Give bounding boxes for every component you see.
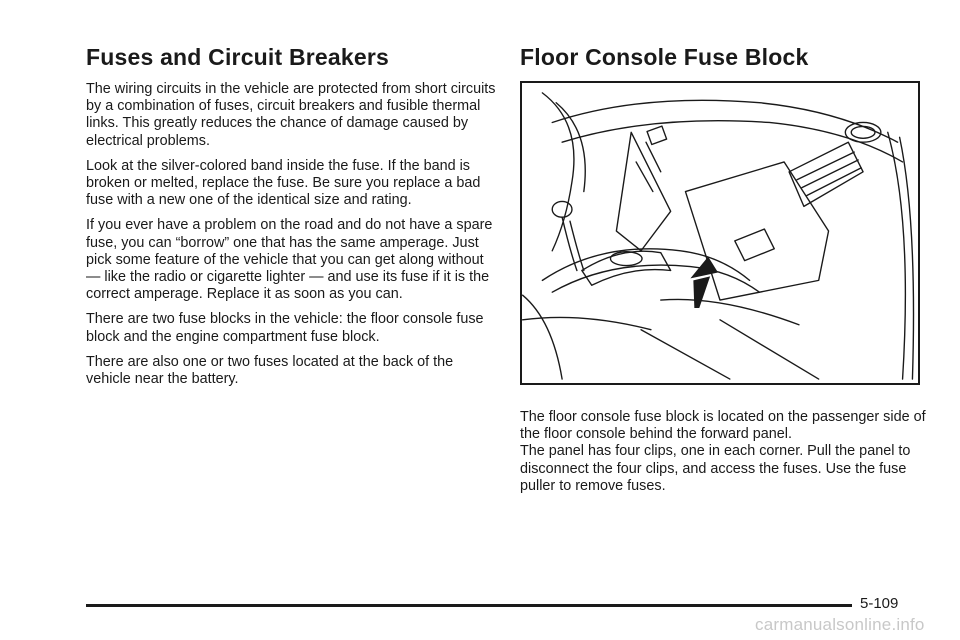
watermark: carmanualsonline.info: [755, 615, 925, 634]
caption-line-2: The panel has four clips, one in each corner. Pull the panel to disconnect the four clips, and access the fuses. Use the fuse puller to remove fuses.: [520, 443, 911, 494]
paragraph-1: The wiring circuits in the vehicle are protected from short circuits by a combination of fuses, circuit breakers and fusible thermal links. This greatly reduces the chance of damage caused by electrical problems.: [86, 81, 496, 149]
illustration-caption: [520, 409, 930, 495]
section-heading-fuses: Fuses and Circuit Breakers: [86, 44, 390, 70]
paragraph-4: There are two fuse blocks in the vehicle: the floor console fuse block and the engine compartment fuse block.: [86, 311, 484, 345]
paragraph-2: Look at the silver-colored band inside the fuse. If the band is broken or melted, replace the fuse. Be sure you replace a bad fuse with a new one of the identical size and rating.: [86, 157, 481, 209]
floor-console-illustration: [520, 81, 920, 385]
paragraph-3: If you ever have a problem on the road and do not have a spare fuse, you can “borrow” one that has the same amperage. Just pick some feature of the vehicle that you can get along without — like the radio or cigarette lighter — and use its fuse if it is the correct amperage. Replace it as soon as you can.: [86, 217, 493, 303]
footer-rule: [86, 604, 852, 607]
section-heading-floor-console: Floor Console Fuse Block: [520, 44, 809, 70]
page-number: 5-109: [860, 595, 899, 612]
console-line-drawing: [522, 83, 918, 383]
right-column: [520, 44, 930, 495]
paragraph-5: There are also one or two fuses located at the back of the vehicle near the battery.: [86, 353, 454, 388]
caption-line-1: The floor console fuse block is located on the passenger side of the floor console behind the forward panel.: [520, 409, 926, 443]
left-column: [86, 44, 498, 396]
